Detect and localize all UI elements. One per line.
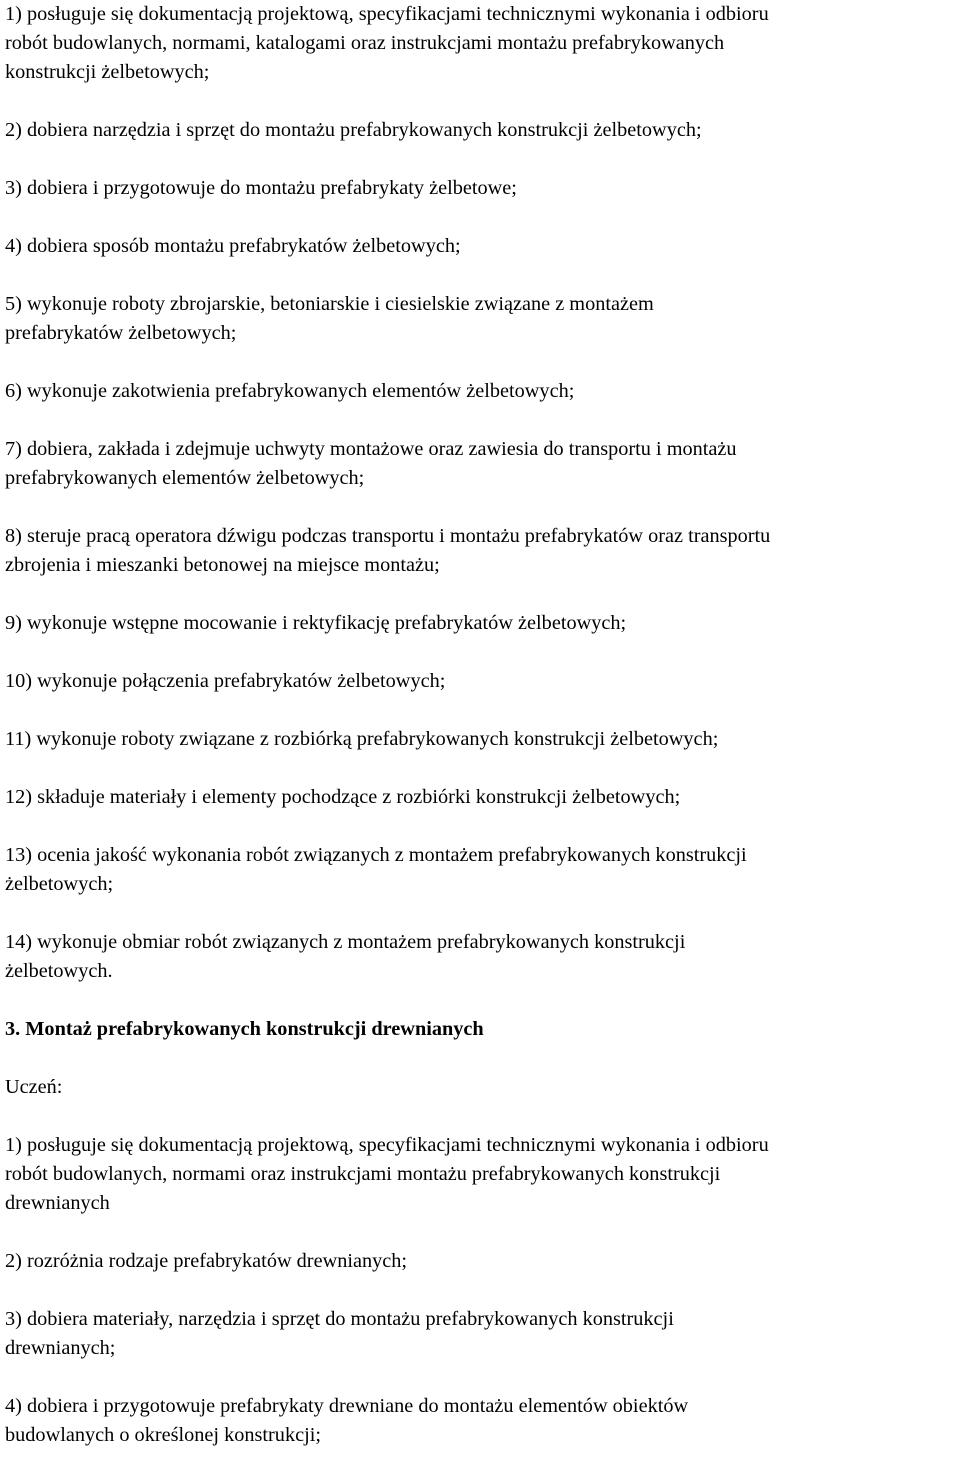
list-item-line: 1) posługuje się dokumentacją projektową, specyfikacjami technicznymi wykonania i odbioru [5, 3, 769, 25]
list-item-line: 2) dobiera narzędzia i sprzęt do montażu prefabrykowanych konstrukcji żelbetowych; [5, 119, 702, 141]
list-item [5, 116, 960, 145]
list-item-line: 1) posługuje się dokumentacją projektową, specyfikacjami technicznymi wykonania i odbioru [5, 1134, 769, 1156]
list-item [5, 1247, 960, 1276]
list-item-line: 5) wykonuje roboty zbrojarskie, betoniarskie i ciesielskie związane z montażem [5, 293, 654, 315]
list-item-line: 14) wykonuje obmiar robót związanych z montażem prefabrykowanych konstrukcji [5, 931, 686, 953]
list-item-line: żelbetowych; [5, 873, 114, 895]
list-item-line: drewnianych [5, 1192, 110, 1214]
list-item-line: 2) rozróżnia rodzaje prefabrykatów drewnianych; [5, 1250, 408, 1272]
list-item-line: prefabrykatów żelbetowych; [5, 322, 237, 344]
document-page [5, 0, 960, 1479]
list-item-line: 3) dobiera materiały, narzędzia i sprzęt do montażu prefabrykowanych konstrukcji [5, 1308, 674, 1330]
list-item [5, 522, 960, 580]
list-item-line: 8) steruje pracą operatora dźwigu podczas transportu i montażu prefabrykatów oraz transportu [5, 525, 771, 547]
list-item-line: 10) wykonuje połączenia prefabrykatów żelbetowych; [5, 670, 446, 692]
list-item-line: prefabrykowanych elementów żelbetowych; [5, 467, 365, 489]
list-item-line: żelbetowych. [5, 960, 113, 982]
list-item [5, 928, 960, 986]
list-item [5, 1131, 960, 1218]
list-item [5, 1305, 960, 1363]
list-item-line: zbrojenia i mieszanki betonowej na miejsce montażu; [5, 554, 440, 576]
list-item [5, 667, 960, 696]
list-item [5, 725, 960, 754]
list-item [5, 609, 960, 638]
list-item-line: 12) składuje materiały i elementy pochodzące z rozbiórki konstrukcji żelbetowych; [5, 786, 681, 808]
requirements-list-reinforced-concrete [5, 0, 960, 986]
list-item [5, 174, 960, 203]
list-item-line: 4) dobiera i przygotowuje prefabrykaty drewniane do montażu elementów obiektów [5, 1395, 689, 1417]
list-item [5, 435, 960, 493]
list-item-line: drewnianych; [5, 1337, 116, 1359]
list-item-line: 3) dobiera i przygotowuje do montażu prefabrykaty żelbetowe; [5, 177, 517, 199]
list-item-line: robót budowlanych, normami oraz instrukcjami montażu prefabrykowanych konstrukcji [5, 1163, 721, 1185]
list-item-line: robót budowlanych, normami, katalogami oraz instrukcjami montażu prefabrykowanych [5, 32, 725, 54]
list-item-line: 7) dobiera, zakłada i zdejmuje uchwyty montażowe oraz zawiesia do transportu i montażu [5, 438, 737, 460]
list-item-line: 13) ocenia jakość wykonania robót związanych z montażem prefabrykowanych konstrukcji [5, 844, 747, 866]
list-item [5, 232, 960, 261]
list-item [5, 0, 960, 87]
list-item-line: budowlanych o określonej konstrukcji; [5, 1424, 321, 1446]
list-item-line: konstrukcji żelbetowych; [5, 61, 210, 83]
list-item [5, 290, 960, 348]
list-item [5, 1392, 960, 1450]
list-item-line: 4) dobiera sposób montażu prefabrykatów żelbetowych; [5, 235, 461, 257]
list-item [5, 377, 960, 406]
list-item-line: 11) wykonuje roboty związane z rozbiórką prefabrykowanych konstrukcji żelbetowych; [5, 728, 719, 750]
list-item [5, 841, 960, 899]
section-heading: 3. Montaż prefabrykowanych konstrukcji drewnianych [5, 1018, 484, 1040]
list-item-line: 6) wykonuje zakotwienia prefabrykowanych elementów żelbetowych; [5, 380, 575, 402]
list-item [5, 783, 960, 812]
list-item-line: 9) wykonuje wstępne mocowanie i rektyfikację prefabrykatów żelbetowych; [5, 612, 627, 634]
student-label: Uczeń: [5, 1076, 63, 1098]
requirements-list-timber [5, 1131, 960, 1450]
